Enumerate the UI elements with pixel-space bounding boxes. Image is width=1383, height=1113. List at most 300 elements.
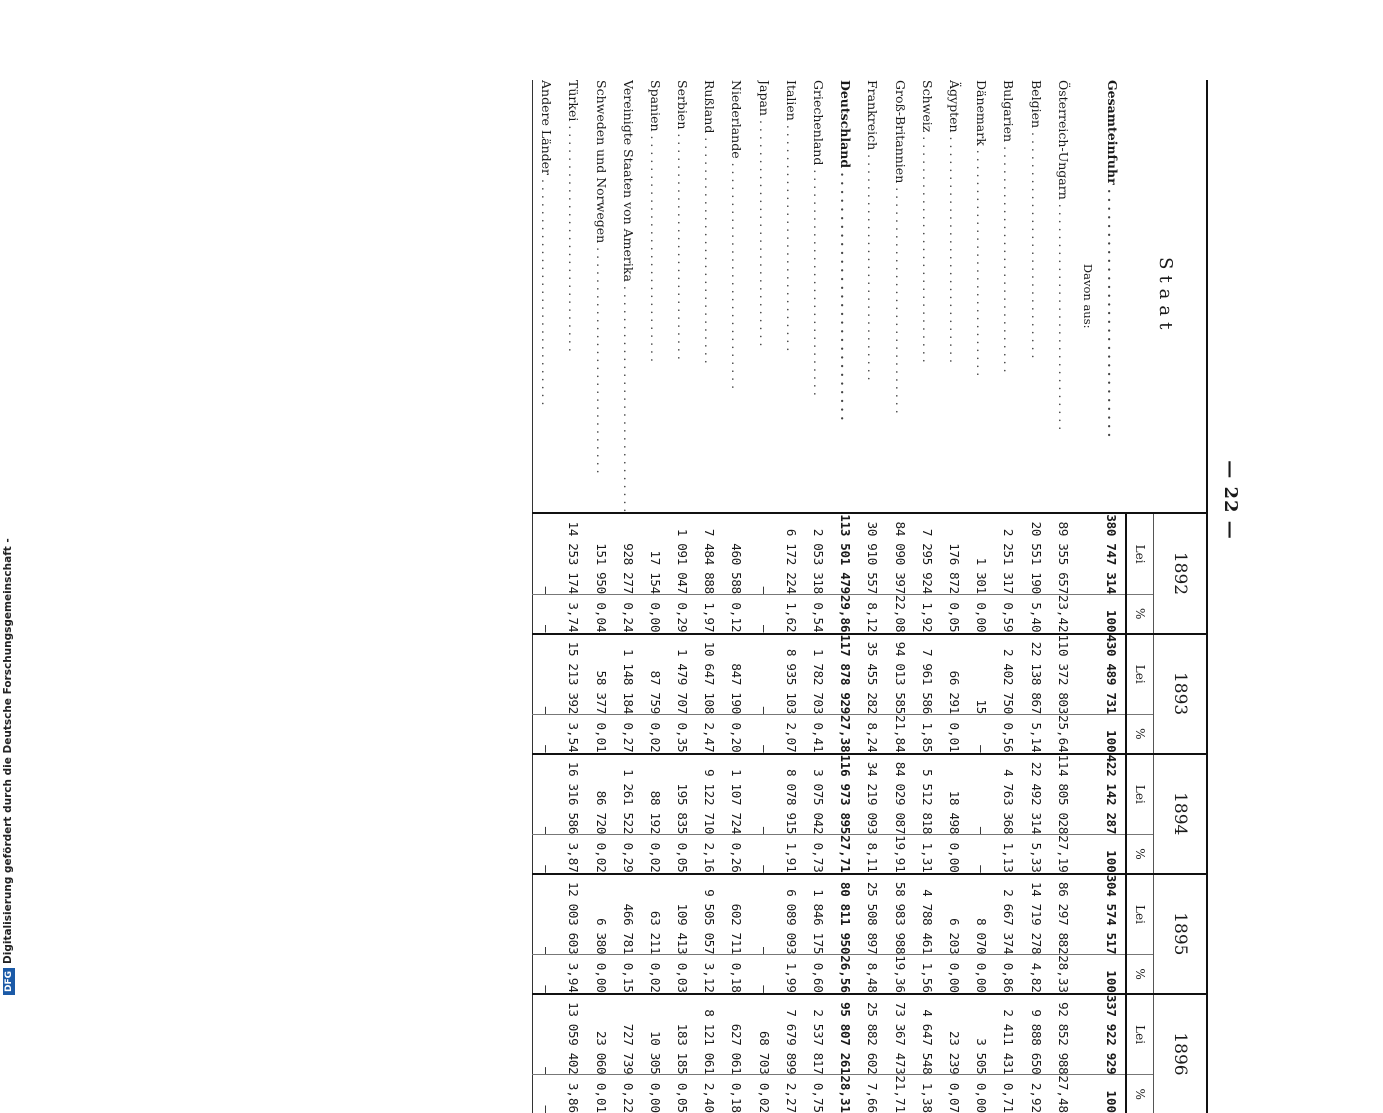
table-row [1099,80,1126,1113]
value-lei: 10 305 [642,994,669,1075]
value-percent: 0,86 [995,955,1022,994]
value-lei: 13 059 402 [560,994,587,1075]
table-row [533,80,561,1113]
value-lei: 4 788 461 [914,874,941,955]
value-lei: 22 138 867 [1022,634,1049,715]
value-lei: 8 070 [968,874,995,955]
value-percent: 0,00 [968,955,995,994]
value-percent: 5,14 [1022,715,1049,754]
col-lei: Lei [1126,513,1154,594]
table-row [859,80,886,1113]
value-percent: 2,07 [778,715,805,754]
value-lei: — [533,874,561,955]
value-percent: — [751,955,778,994]
value-percent: 28,33 [1050,955,1077,994]
country-name [995,80,1022,513]
value-lei: 176 872 [941,513,968,594]
country-label: Andere Länder [539,80,555,176]
country-name [1099,80,1126,513]
value-lei: 63 211 [642,874,669,955]
table-row [560,80,587,1113]
table-row [832,80,859,1113]
leader-dots: . . . . . . . . . . . . . . . . . . . . . . . . . . . . . [811,165,827,396]
table-row [751,80,778,1113]
leader-dots: . . . . . . . . . . . . . . . . . . . . . . . . . . . . . [919,132,935,363]
value-lei: 304 574 517 [1099,874,1126,955]
value-lei: 8 935 103 [778,634,805,715]
country-name [887,80,914,513]
value-percent: 8,12 [859,594,886,633]
country-name [723,80,750,513]
value-percent: 0,02 [642,715,669,754]
leader-dots: . . . . . . . . . . . . . . . . . . . . . . . . . . . . . [1104,184,1120,438]
value-percent: 0,29 [615,835,642,874]
leader-dots: . . . . . . . . . . . . . . . . . . . . . . . . . . . . . [702,133,718,364]
value-percent: 3,86 [560,1075,587,1113]
value-lei: 84 029 087 [887,754,914,835]
value-percent: 27,38 [832,715,859,754]
value-percent: 0,05 [669,1075,696,1113]
country-name [1050,80,1077,513]
value-lei: 10 647 108 [696,634,723,715]
value-percent: 0,00 [587,955,614,994]
value-percent: 100 [1099,1075,1126,1113]
value-percent: — [751,715,778,754]
value-percent: — [751,594,778,633]
value-lei: 87 759 [642,634,669,715]
value-lei: 22 492 314 [1022,754,1049,835]
country-label: Bulgarien [1001,80,1017,143]
value-lei: 6 203 [941,874,968,955]
value-lei: 1 479 707 [669,634,696,715]
value-lei: 58 377 [587,634,614,715]
value-lei: 422 142 287 [1099,754,1126,835]
value-lei: — [533,513,561,594]
value-lei: 4 647 548 [914,994,941,1075]
value-lei [1077,994,1099,1075]
country-label: Dänemark [974,80,990,146]
leader-dots: . . . . . . . . . . . . . . . . . . . . . . . . . . . . . [539,175,555,406]
value-percent: 0,00 [642,594,669,633]
country-label: Griechenland [811,80,827,166]
country-name [615,80,642,513]
value-lei: 2 402 750 [995,634,1022,715]
value-percent: — [533,835,561,874]
value-percent: 1,97 [696,594,723,633]
leader-dots: . . . . . . . . . . . . . . . . . . . . . . . . . . . . . [1028,128,1044,359]
table-row [696,80,723,1113]
value-lei: 8 121 061 [696,994,723,1075]
table-row [615,80,642,1113]
value-percent: 0,15 [615,955,642,994]
value-lei: 2 251 317 [995,513,1022,594]
value-percent: 1,99 [778,955,805,994]
table-row [941,80,968,1113]
country-name [751,80,778,513]
table-row [669,80,696,1113]
value-percent [1077,715,1099,754]
value-lei: — [533,754,561,835]
value-percent: 2,47 [696,715,723,754]
value-percent: 0,29 [669,594,696,633]
value-lei: 86 297 882 [1050,874,1077,955]
value-lei: 7 679 899 [778,994,805,1075]
leader-dots: . . . . . . . . . . . . . . . . . . . . . . . . . . . . . [892,183,908,414]
value-lei: — [751,513,778,594]
value-percent: 0,26 [723,835,750,874]
value-lei: 1 091 047 [669,513,696,594]
value-lei: 12 003 603 [560,874,587,955]
value-percent: 0,35 [669,715,696,754]
country-name [696,80,723,513]
value-lei: 627 061 [723,994,750,1075]
value-lei: 35 455 282 [859,634,886,715]
table-row [914,80,941,1113]
leader-dots: . . . . . . . . . . . . . . . . . . . . . . . . . . . . . [865,150,881,381]
value-lei: 5 512 818 [914,754,941,835]
value-percent: 3,94 [560,955,587,994]
staat-header: Staat [1126,80,1207,513]
value-percent: 29,86 [832,594,859,633]
value-lei: 89 355 657 [1050,513,1077,594]
value-percent: 3,54 [560,715,587,754]
country-name [968,80,995,513]
table-row [968,80,995,1113]
country-name [533,80,561,513]
value-lei: 727 739 [615,994,642,1075]
value-percent: 0,73 [805,835,832,874]
value-percent: 5,33 [1022,835,1049,874]
value-lei: 84 090 397 [887,513,914,594]
value-percent: 0,00 [968,1075,995,1113]
value-lei: 7 961 586 [914,634,941,715]
value-percent: 3,74 [560,594,587,633]
value-lei: 23 060 [587,994,614,1075]
value-percent: 27,19 [1050,835,1077,874]
value-lei: — [751,874,778,955]
value-percent: 0,20 [723,715,750,754]
value-lei [1077,754,1099,835]
leader-dots: . . . . . . . . . . . . . . . . . . . . . . . . . . . . . [647,131,663,362]
value-percent: 0,54 [805,594,832,633]
value-lei [1077,634,1099,715]
value-percent: 0,75 [805,1075,832,1113]
value-lei: 88 192 [642,754,669,835]
value-lei: 116 973 895 [832,754,859,835]
value-percent: 0,00 [642,1075,669,1113]
table-row [587,80,614,1113]
value-percent: — [533,955,561,994]
value-percent: — [968,715,995,754]
value-lei: 7 295 924 [914,513,941,594]
value-percent: — [968,835,995,874]
table-row [1050,80,1077,1113]
country-name [642,80,669,513]
value-percent: 0,05 [941,594,968,633]
value-percent: 0,12 [723,594,750,633]
value-percent: 1,38 [914,1075,941,1113]
col-pct: % [1126,955,1154,994]
value-percent: 0,02 [587,835,614,874]
value-percent: 25,64 [1050,715,1077,754]
col-pct: % [1126,715,1154,754]
value-percent [1077,594,1099,633]
country-name [560,80,587,513]
leader-dots: . . . . . . . . . . . . . . . . . . . . . . . . . . . . . [783,120,799,352]
value-lei: 110 372 803 [1050,634,1077,715]
value-lei: 94 013 585 [887,634,914,715]
col-lei: Lei [1126,994,1154,1075]
value-lei: 16 316 586 [560,754,587,835]
value-lei: 1 261 522 [615,754,642,835]
col-lei: Lei [1126,874,1154,955]
table-row [887,80,914,1113]
value-lei: — [533,634,561,715]
leader-dots: . . . . . . . . . . . . . . . . . . . . . . . . . . . . . [756,115,772,347]
value-percent: — [751,835,778,874]
leader-dots: . . . . . . . . . . . . . . . . . . . . . . . . . . . . . [593,243,609,474]
value-percent [1077,955,1099,994]
value-lei: 15 [968,634,995,715]
country-name [914,80,941,513]
country-label: Türkei [566,80,582,122]
value-lei: 9 505 057 [696,874,723,955]
value-lei: 20 551 190 [1022,513,1049,594]
value-lei: 2 411 431 [995,994,1022,1075]
value-lei: 14 719 278 [1022,874,1049,955]
value-lei: 9 888 650 [1022,994,1049,1075]
value-percent: 1,91 [778,835,805,874]
country-label: Spanien [647,80,663,132]
value-percent: 2,40 [696,1075,723,1113]
country-label: Deutschland [838,80,854,169]
country-name [778,80,805,513]
country-name [805,80,832,513]
year-1892: 1892 [1154,513,1208,633]
value-lei: 195 835 [669,754,696,835]
value-percent: 4,82 [1022,955,1049,994]
value-percent: 8,24 [859,715,886,754]
value-percent: 0,18 [723,1075,750,1113]
leader-dots: . . . . . . . . . . . . . . . . . . . . . . . . . . . . . [946,132,962,364]
leader-dots: . . . . . . . . . . . . . . . . . . . . . . . . . . . . . [838,168,854,421]
value-lei: 8 078 915 [778,754,805,835]
value-percent: 0,05 [669,835,696,874]
value-percent: 19,91 [887,835,914,874]
value-lei: 117 878 929 [832,634,859,715]
value-lei: 9 122 710 [696,754,723,835]
value-percent: 0,41 [805,715,832,754]
value-lei [1077,874,1099,955]
value-lei: 73 367 473 [887,994,914,1075]
value-percent: 0,27 [615,715,642,754]
value-percent: 7,66 [859,1075,886,1113]
leader-dots: . . . . . . . . . . . . . . . . . . . . . . . . . . . . . [566,121,582,352]
value-lei: 17 154 [642,513,669,594]
country-name [669,80,696,513]
value-percent: 23,42 [1050,594,1077,633]
country-label: Belgien [1028,80,1044,129]
value-lei: 68 703 [751,994,778,1075]
value-lei: 58 983 988 [887,874,914,955]
value-lei [1077,513,1099,594]
country-name [1077,80,1099,513]
table-row [805,80,832,1113]
value-lei: 66 291 [941,634,968,715]
value-lei: 1 301 [968,513,995,594]
value-percent: 0,07 [941,1075,968,1113]
col-pct: % [1126,1075,1154,1113]
value-lei: 109 413 [669,874,696,955]
value-lei: 23 239 [941,994,968,1075]
value-lei: 25 508 897 [859,874,886,955]
value-percent: 0,24 [615,594,642,633]
year-header-row [1154,80,1208,1113]
value-lei: 2 537 817 [805,994,832,1075]
leader-dots: . . . . . . . . . . . . . . . . . . . . . . . . . . . . . [675,129,691,360]
value-lei: 1 846 175 [805,874,832,955]
value-lei: 114 805 028 [1050,754,1077,835]
value-percent: 0,01 [941,715,968,754]
value-percent: 0,60 [805,955,832,994]
value-lei: 928 277 [615,513,642,594]
value-lei: 847 190 [723,634,750,715]
value-percent: 27,71 [832,835,859,874]
year-1896: 1896 [1154,994,1208,1113]
value-lei: 460 588 [723,513,750,594]
value-percent: 100 [1099,594,1126,633]
value-percent: — [533,715,561,754]
country-label: Frankreich [865,80,881,151]
value-percent [1077,1075,1099,1113]
value-lei: 113 501 479 [832,513,859,594]
value-lei: 95 807 261 [832,994,859,1075]
value-lei: 25 882 602 [859,994,886,1075]
country-name [859,80,886,513]
value-percent: 28,31 [832,1075,859,1113]
value-percent: 8,48 [859,955,886,994]
value-percent: 0,00 [941,835,968,874]
value-percent: 5,40 [1022,594,1049,633]
value-percent: 19,36 [887,955,914,994]
country-label: Schweden und Norwegen [593,80,609,244]
country-label: Groß-Britannien [892,80,908,184]
leader-dots: . . . . . . . . . . . . . . . . . . . . . . . . . . . . . [974,145,990,377]
value-lei: 183 185 [669,994,696,1075]
year-1893: 1893 [1154,634,1208,754]
year-1895: 1895 [1154,874,1208,994]
value-lei: — [968,754,995,835]
value-percent: 100 [1099,955,1126,994]
country-label: Serbien [675,80,691,130]
country-label: Rußland [702,80,718,134]
value-percent: 1,62 [778,594,805,633]
leader-dots: . . . . . . . . . . . . . . . . . . . . . . . . . . . . . [729,158,745,390]
country-name [1022,80,1049,513]
table-body [533,80,1126,1113]
value-percent: — [533,1075,561,1113]
country-label: Niederlande [729,80,745,159]
value-lei: 2 667 374 [995,874,1022,955]
table-row [778,80,805,1113]
value-lei: 6 380 [587,874,614,955]
table-row [642,80,669,1113]
value-lei: 92 852 988 [1050,994,1077,1075]
leader-dots: . . . . . . . . . . . . . . . . . . . . . . . . . . . . . [1001,142,1017,373]
value-lei: 86 720 [587,754,614,835]
value-lei: 430 489 731 [1099,634,1126,715]
value-percent: 1,92 [914,594,941,633]
digitization-note [2,538,15,995]
country-label: Gesamteinfuhr [1104,80,1120,185]
col-pct: % [1126,835,1154,874]
table-row [995,80,1022,1113]
country-name [941,80,968,513]
value-lei: — [751,634,778,715]
value-percent: 1,56 [914,955,941,994]
value-lei: 337 922 929 [1099,994,1126,1075]
country-name [832,80,859,513]
value-percent: 0,04 [587,594,614,633]
leader-dots: . . . . . . . . . . . . . . . . . . . . . . . . . . . . . [1055,199,1071,431]
value-lei: 30 910 557 [859,513,886,594]
value-lei: 4 763 368 [995,754,1022,835]
table-row [723,80,750,1113]
value-percent: 2,27 [778,1075,805,1113]
value-percent [1077,835,1099,874]
value-percent: 22,08 [887,594,914,633]
value-percent: 1,13 [995,835,1022,874]
value-percent: 0,22 [615,1075,642,1113]
col-pct: % [1126,594,1154,633]
value-percent: 21,71 [887,1075,914,1113]
value-percent: 0,02 [751,1075,778,1113]
dfg-logo: DFG [3,968,15,995]
value-percent: 3,87 [560,835,587,874]
value-percent: 3,12 [696,955,723,994]
country-label: Japan [756,80,772,116]
value-lei: 1 148 184 [615,634,642,715]
year-1894: 1894 [1154,754,1208,874]
value-lei: 34 219 093 [859,754,886,835]
value-lei: 151 950 [587,513,614,594]
leader-dots: . . . . . . . . . . . . . . . . . . . . . . . . . . . . . [620,281,636,513]
country-label: Vereinigte Staaten von Amerika [620,80,636,282]
value-percent: 27,48 [1050,1075,1077,1113]
value-lei: 602 711 [723,874,750,955]
value-percent: 1,31 [914,835,941,874]
value-percent: 0,01 [587,715,614,754]
value-lei: 14 253 174 [560,513,587,594]
value-percent: 26,56 [832,955,859,994]
value-lei: 18 498 [941,754,968,835]
value-lei: — [751,754,778,835]
country-label: Davon aus: [1080,263,1095,329]
value-percent: 0,02 [642,835,669,874]
value-percent: — [533,594,561,633]
country-label: Schweiz [919,80,935,133]
value-lei: 3 075 042 [805,754,832,835]
value-percent: 0,56 [995,715,1022,754]
value-lei: 15 213 392 [560,634,587,715]
value-percent: 0,59 [995,594,1022,633]
value-lei: — [533,994,561,1075]
country-name [587,80,614,513]
value-percent: 0,01 [587,1075,614,1113]
value-lei: 1 782 703 [805,634,832,715]
value-percent: 0,00 [968,594,995,633]
value-lei: 466 781 [615,874,642,955]
